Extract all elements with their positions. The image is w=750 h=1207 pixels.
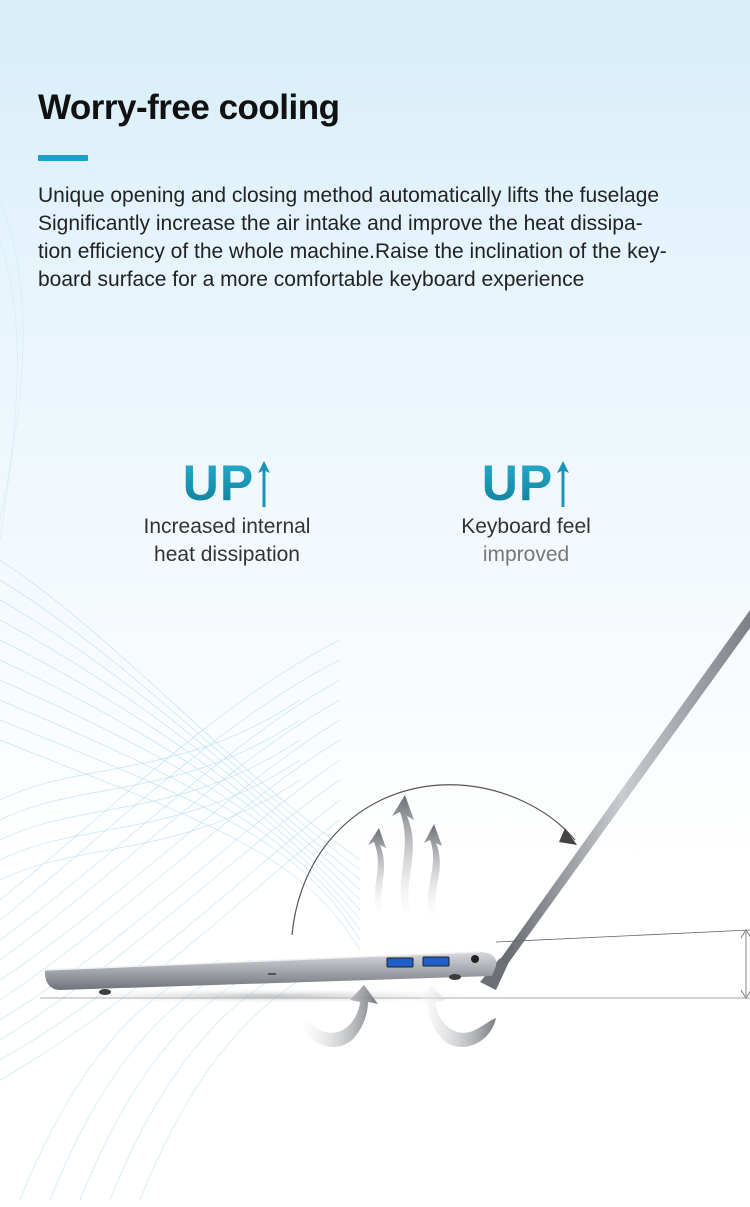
title-underline	[38, 155, 88, 161]
up-badge	[112, 455, 342, 511]
laptop-lid	[494, 610, 750, 972]
description-line: tion efficiency of the whole machine.Raise the inclination of the key-	[38, 240, 667, 263]
up-arrow-icon	[257, 459, 271, 509]
usb-port-icon	[387, 958, 413, 967]
audio-jack-icon	[471, 955, 479, 963]
up-arrow-icon	[556, 459, 570, 509]
up-badge-text: UP	[182, 455, 255, 511]
feature-heat-dissipation	[112, 455, 342, 569]
height-guide-top	[496, 930, 750, 942]
feature-label-line: improved	[482, 543, 570, 566]
rotation-arrowhead	[559, 828, 577, 845]
description	[38, 182, 718, 294]
up-badge	[411, 455, 641, 511]
feature-label	[411, 513, 641, 569]
heat-rising-arrows-icon	[368, 795, 442, 918]
page-title: Worry-free cooling	[38, 88, 340, 127]
feature-label-line: Increased internal	[143, 515, 311, 538]
description-line: Significantly increase the air intake and improve the heat dissipa-	[38, 212, 643, 235]
usb-port-icon	[423, 957, 449, 966]
laptop-illustration	[0, 600, 750, 1080]
feature-label	[112, 513, 342, 569]
feature-keyboard-feel	[411, 455, 641, 569]
feature-label-line: heat dissipation	[154, 543, 300, 566]
description-line: board surface for a more comfortable keyboard experience	[38, 268, 585, 291]
description-line: Unique opening and closing method automatically lifts the fuselage	[38, 184, 660, 207]
up-badge-text: UP	[481, 455, 554, 511]
feature-label-line: Keyboard feel	[461, 515, 591, 538]
